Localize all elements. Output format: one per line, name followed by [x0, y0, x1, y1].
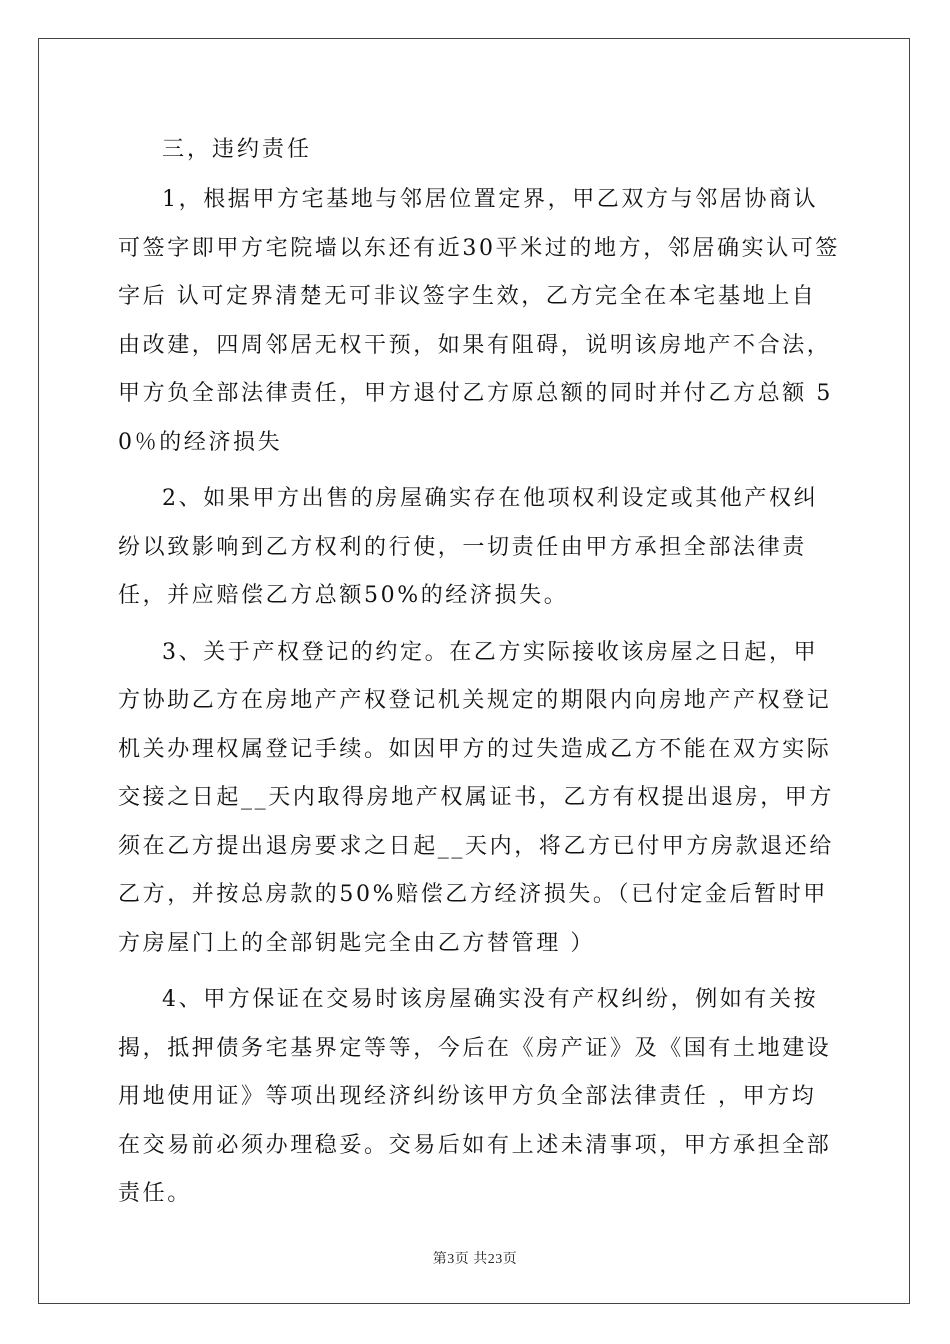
- section-heading: 三，违约责任: [162, 137, 313, 162]
- clause-1: 1，根据甲方宅基地与邻居位置定界，甲乙双方与邻居协商认可签字即甲方宅院墙以东还有近30平米过的地方，邻居确实认可签字后 认可定界清楚无可非议签字生效，乙方完全在本宅基地上自由改建，四周邻居无权干预，如果有阻碍，说明该房地产不合法，甲方负全部法律责任，甲方退付乙方原总额的同时并付乙方总额 50％的经济损失: [118, 187, 840, 455]
- document-body: [118, 124, 840, 1227]
- page-number-footer: 第3页 共23页: [432, 1252, 518, 1267]
- clause-3: 3、关于产权登记的约定。在乙方实际接收该房屋之日起，甲方协助乙方在房地产产权登记机关规定的期限内向房地产产权登记机关办理权属登记手续。如因甲方的过失造成乙方不能在双方实际交接之日起__天内取得房地产权属证书，乙方有权提出退房，甲方须在乙方提出退房要求之日起__天内，将乙方已付甲方房款退还给乙方，并按总房款的50%赔偿乙方经济损失。（已付定金后暂时甲方房屋门上的全部钥匙完全由乙方替管理 ）: [118, 639, 835, 956]
- clause-2: 2、如果甲方出售的房屋确实存在他项权利设定或其他产权纠纷以致影响到乙方权利的行使，一切责任由甲方承担全部法律责任，并应赔偿乙方总额50%的经济损失。: [118, 486, 819, 608]
- clause-4: 4、甲方保证在交易时该房屋确实没有产权纠纷，例如有关按揭，抵押债务宅基界定等等，今后在《房产证》及《国有土地建设用地使用证》等项出现经济纠纷该甲方负全部法律责任 ，甲方均在交易前必须办理稳妥。交易后如有上述未清事项，甲方承担全部责任。: [118, 987, 832, 1206]
